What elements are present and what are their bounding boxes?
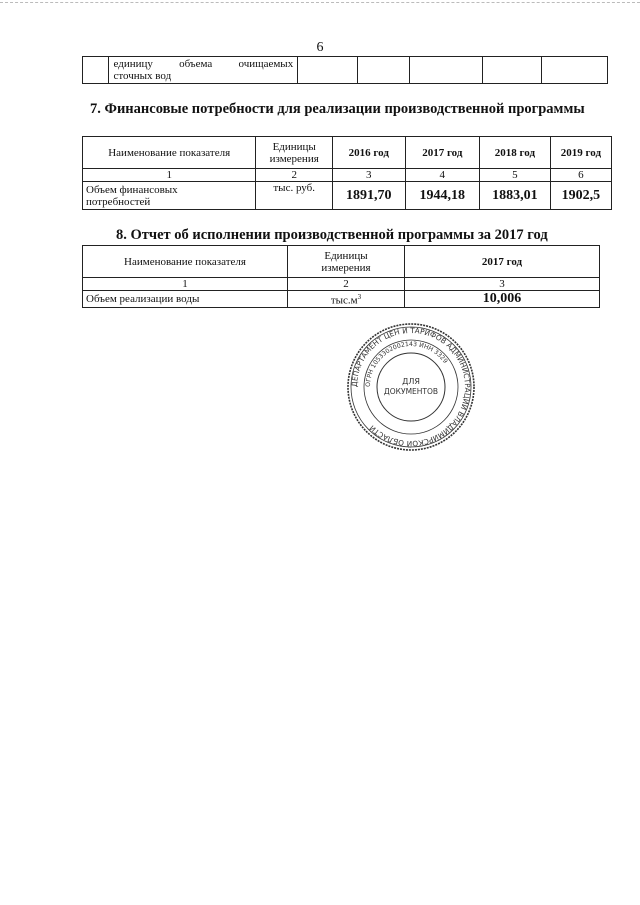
continued-indicator-line2: сточных вод bbox=[113, 70, 172, 82]
continued-table bbox=[82, 56, 608, 84]
continued-empty-cell bbox=[542, 57, 608, 84]
row-indicator-name bbox=[83, 182, 256, 210]
col-number: 3 bbox=[405, 278, 600, 291]
col-number: 2 bbox=[288, 278, 405, 291]
header-2018: 2018 год bbox=[480, 137, 551, 169]
value-2018: 1883,01 bbox=[480, 182, 551, 210]
continued-indicator-cell bbox=[109, 57, 298, 84]
header-unit-line2: измерения bbox=[269, 152, 319, 165]
stamp-inner-textpath: ОГРН 1053302002143 ИНН 3329 bbox=[364, 340, 449, 388]
col-number: 1 bbox=[83, 278, 288, 291]
col-number: 6 bbox=[550, 169, 611, 182]
col-number: 3 bbox=[332, 169, 405, 182]
row-unit: тыс. руб. bbox=[256, 182, 333, 210]
page-number: 6 bbox=[316, 40, 324, 55]
header-2016: 2016 год bbox=[332, 137, 405, 169]
row-unit bbox=[288, 291, 405, 308]
row-indicator-line2: потребностей bbox=[86, 195, 151, 208]
col-number: 5 bbox=[480, 169, 551, 182]
header-2017: 2017 год bbox=[405, 246, 600, 278]
official-stamp bbox=[346, 322, 476, 452]
continued-empty-cell bbox=[409, 57, 482, 84]
col-number: 1 bbox=[83, 169, 256, 182]
continued-empty-cell bbox=[357, 57, 409, 84]
continued-empty-cell bbox=[298, 57, 358, 84]
stamp-center-line2: ДОКУМЕНТОВ bbox=[383, 387, 439, 396]
col-number: 2 bbox=[256, 169, 333, 182]
stamp-ring-textpath: ДЕПАРТАМЕНТ ЦЕН И ТАРИФОВ АДМИНИСТРАЦИИ ВЛАДИМИРСКОЙ ОБЛАСТИ bbox=[349, 325, 473, 449]
continued-empty-cell bbox=[482, 57, 542, 84]
header-unit-line1: Единицы bbox=[324, 249, 368, 262]
value-2017: 10,006 bbox=[405, 291, 600, 308]
header-indicator-name: Наименование показателя bbox=[83, 137, 256, 169]
value-2017: 1944,18 bbox=[405, 182, 479, 210]
continued-indicator-line1: единицу объема очищаемых bbox=[113, 58, 294, 70]
value-2019: 1902,5 bbox=[550, 182, 611, 210]
financial-needs-table bbox=[82, 136, 612, 210]
scan-edge-line bbox=[0, 2, 640, 3]
row-unit-sup: 3 bbox=[357, 293, 362, 301]
stamp-center-line1: ДЛЯ bbox=[402, 377, 420, 386]
header-unit bbox=[288, 246, 405, 278]
col-number: 4 bbox=[405, 169, 479, 182]
header-unit-line1: Единицы bbox=[272, 140, 316, 153]
header-2019: 2019 год bbox=[550, 137, 611, 169]
section8-heading: 8. Отчет об исполнении производственной программы за 2017 год bbox=[116, 227, 548, 243]
row-indicator-name: Объем реализации воды bbox=[83, 291, 288, 308]
row-indicator-line1: Объем финансовых bbox=[86, 183, 178, 196]
section7-heading: 7. Финансовые потребности для реализации производственной программы bbox=[90, 101, 585, 117]
continued-empty-cell bbox=[83, 57, 109, 84]
header-unit bbox=[256, 137, 333, 169]
value-2016: 1891,70 bbox=[332, 182, 405, 210]
header-unit-line2: измерения bbox=[321, 261, 371, 274]
header-indicator-name: Наименование показателя bbox=[83, 246, 288, 278]
row-unit-text: тыс.м bbox=[330, 294, 358, 307]
program-report-table bbox=[82, 245, 600, 308]
header-2017: 2017 год bbox=[405, 137, 479, 169]
